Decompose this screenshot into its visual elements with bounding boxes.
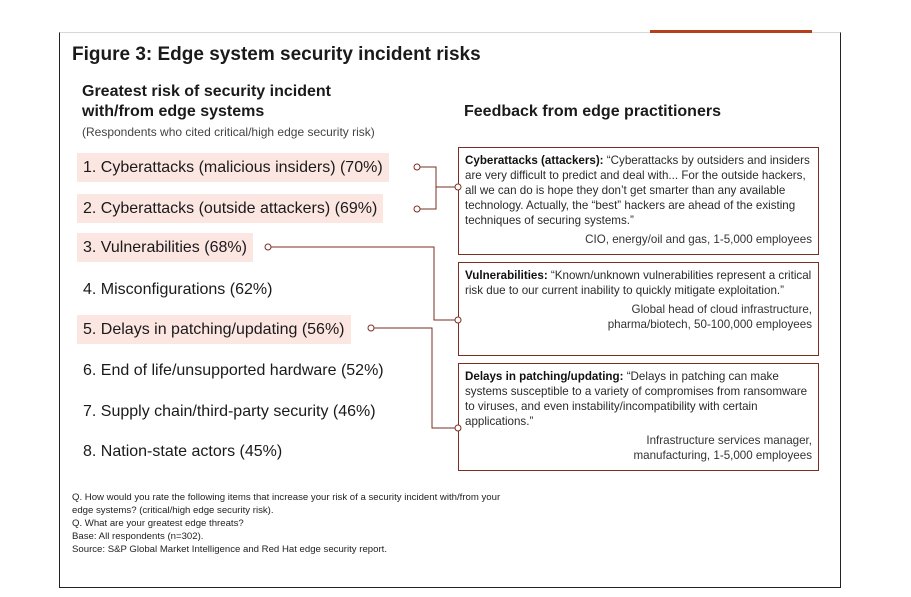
footnotes <box>72 491 500 556</box>
quote-label: Vulnerabilities: <box>465 269 548 282</box>
quote-label: Cyberattacks (attackers): <box>465 154 604 167</box>
quote-text: “Known/unknown vulnerabilities represent a critical risk due to our current inability to quickly mitigate exploitation.” <box>465 269 812 297</box>
left-heading: Greatest risk of security incident with/from edge systems <box>82 83 331 120</box>
attribution-line: manufacturing, 1-5,000 employees <box>633 449 812 462</box>
risk-item-5: 5. Delays in patching/updating (56%) <box>77 315 351 344</box>
footnote-line: Q. What are your greatest edge threats? <box>72 518 244 529</box>
attribution-line: pharma/biotech, 50-100,000 employees <box>607 318 812 331</box>
risk-item-2: 2. Cyberattacks (outside attackers) (69%) <box>77 194 383 223</box>
attribution-line: Global head of cloud infrastructure, <box>631 303 812 316</box>
quote-label: Delays in patching/updating: <box>465 370 624 383</box>
footnote-line: edge systems? (critical/high edge security risk). <box>72 505 274 516</box>
connector-node <box>265 244 271 250</box>
risk-item-8: 8. Nation-state actors (45%) <box>83 443 283 460</box>
connector-cyberattacks <box>420 167 436 209</box>
connector-node <box>455 317 461 323</box>
connector-patching <box>374 328 458 428</box>
risk-item-4: 4. Misconfigurations (62%) <box>83 281 273 298</box>
connector-node <box>414 206 420 212</box>
quote-text: “Cyberattacks by outsiders and insiders are very difficult to predict and deal with... For the outside hackers, all we can do is hope they don’t get smarter than any available technology. Actually, the “best” hackers are ahead of the existing techniques of securing systems.” <box>465 154 810 227</box>
figure-title: Figure 3: Edge system security incident risks <box>72 44 481 65</box>
connector-node <box>368 325 374 331</box>
connector-node <box>455 425 461 431</box>
footnote-line: Base: All respondents (n=302). <box>72 531 204 542</box>
left-subheading: (Respondents who cited critical/high edge security risk) <box>82 125 375 139</box>
risk-item-6: 6. End of life/unsupported hardware (52%) <box>83 362 384 379</box>
risk-item-1: 1. Cyberattacks (malicious insiders) (70%) <box>77 153 389 182</box>
attribution-line: CIO, energy/oil and gas, 1-5,000 employees <box>585 233 812 246</box>
quote-text: “Delays in patching can make systems susceptible to a variety of compromises from ransomware to viruses, and even instability/incompatibility with certain applications.” <box>465 370 808 428</box>
risk-item-7: 7. Supply chain/third-party security (46%) <box>83 403 376 420</box>
footnote-line: Source: S&P Global Market Intelligence and Red Hat edge security report. <box>72 544 387 555</box>
attribution-line: Infrastructure services manager, <box>646 434 812 447</box>
footnote-line: Q. How would you rate the following items that increase your risk of a security incident with/from your <box>72 492 501 503</box>
connector-node <box>414 164 420 170</box>
risk-item-3: 3. Vulnerabilities (68%) <box>77 233 253 262</box>
right-heading: Feedback from edge practitioners <box>464 103 721 120</box>
connector-vulnerabilities <box>271 247 458 320</box>
connector-node <box>455 184 461 190</box>
